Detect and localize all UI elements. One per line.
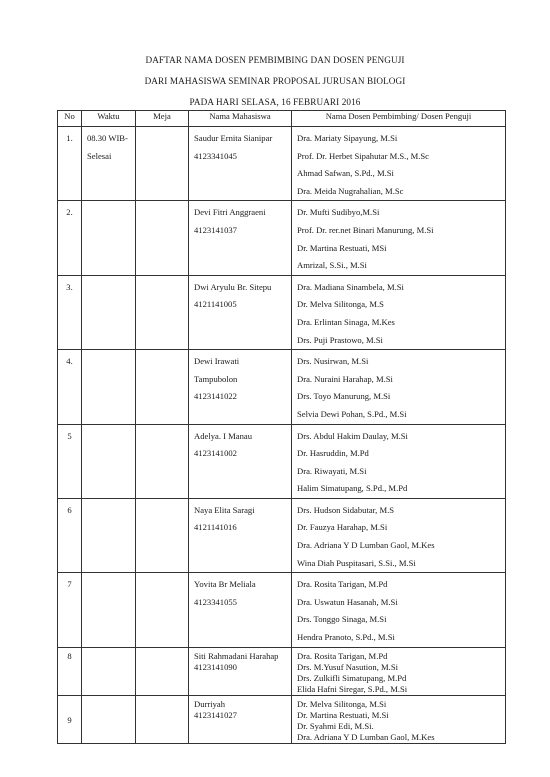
cell-no <box>58 498 82 572</box>
lecturer-name: Drs. Zulkifli Simatupang, M.Pd <box>297 672 407 683</box>
examiner-table <box>57 110 506 744</box>
table-row <box>58 424 506 498</box>
cell-nama-mahasiswa <box>189 647 292 695</box>
lecturer-name: Wina Diah Puspitasari, S.Si., M.Si <box>297 557 416 568</box>
lecturer-name: Hendra Pranoto, S.Pd., M.Si <box>297 632 395 643</box>
lecturer-name: Dra. Meida Nugrahalian, M.Sc <box>297 185 404 196</box>
lecturer-name: Dra. Mariaty Sipayung, M.Si <box>297 133 398 143</box>
cell-meja <box>136 275 189 349</box>
lecturer-name: Dr. Melva Silitonga, M.S <box>297 299 384 310</box>
cell-waktu <box>82 127 136 201</box>
cell-waktu <box>82 350 136 424</box>
cell-waktu <box>82 201 136 275</box>
student-line-2: 4123341055 <box>194 596 237 607</box>
cell-nama-mahasiswa <box>189 498 292 572</box>
cell-dosen <box>292 275 506 349</box>
lecturer-name: Dr. Fauzya Harahap, M.Si <box>297 522 388 533</box>
cell-no <box>58 350 82 424</box>
student-name: Dwi Aryulu Br. Sitepu <box>194 281 272 292</box>
lecturer-name: Elida Hafni Siregar, S.Pd., M.Si <box>297 683 408 694</box>
cell-no <box>58 275 82 349</box>
lecturer-name: Dra. Adriana Y D Lumban Gaol, M.Kes <box>297 540 435 551</box>
cell-dosen <box>292 201 506 275</box>
title-line-3: PADA HARI SELASA, 16 FEBRUARI 2016 <box>189 96 361 107</box>
student-line-2: 4123141002 <box>194 448 237 459</box>
lecturer-name: Dra. Rosita Tarigan, M.Pd <box>297 579 388 590</box>
waktu-line-2: Selesai <box>87 150 112 161</box>
table-header-row <box>58 111 506 127</box>
cell-meja <box>136 201 189 275</box>
lecturer-name: Dr. Syahmi Edi, M.Si. <box>297 720 374 731</box>
student-name: Siti Rahmadani Harahap <box>194 650 279 661</box>
lecturer-name: Drs. M.Yusuf Nasution, M.Si <box>297 661 398 672</box>
lecturer-name: Dra. Uswatun Hasanah, M.Si <box>297 596 398 607</box>
cell-meja <box>136 647 189 695</box>
cell-dosen <box>292 573 506 647</box>
row-number: 5 <box>67 430 72 441</box>
lecturer-name: Drs. Abdul Hakim Daulay, M.Si <box>297 430 408 441</box>
student-line-3: 4123141022 <box>194 391 237 402</box>
lecturer-name: Dra. Nuraini Harahap, M.Si <box>297 373 393 384</box>
table-row <box>58 350 506 424</box>
table-row <box>58 695 506 743</box>
student-name: Naya Elita Saragi <box>194 504 255 515</box>
lecturer-name: Amrizal, S.Si., M.Si <box>297 260 367 271</box>
table-row <box>58 573 506 647</box>
row-number: 6 <box>67 504 72 515</box>
cell-nama-mahasiswa <box>189 573 292 647</box>
row-number: 4. <box>66 356 73 367</box>
lecturer-name: Ahmad Safwan, S.Pd., M.Si <box>297 168 394 179</box>
student-line-2: 4123341045 <box>194 150 237 161</box>
cell-nama-mahasiswa <box>189 275 292 349</box>
lecturer-name: Dra. Madiana Sinambela, M.Si <box>297 281 404 292</box>
cell-dosen <box>292 424 506 498</box>
lecturer-name: Dra. Erlintan Sinaga, M.Kes <box>297 316 395 327</box>
cell-meja <box>136 498 189 572</box>
header-nama-mahasiswa: Nama Mahasiswa <box>189 111 292 127</box>
lecturer-name: Drs. Tonggo Sinaga, M.Si <box>297 614 387 625</box>
lecturer-name: Dra. Rosita Tarigan, M.Pd <box>297 650 388 661</box>
table-row <box>58 647 506 695</box>
cell-waktu <box>82 424 136 498</box>
cell-meja <box>136 127 189 201</box>
cell-meja <box>136 350 189 424</box>
header-nama-dosen: Nama Dosen Pembimbing/ Dosen Penguji <box>292 111 506 127</box>
cell-dosen <box>292 695 506 743</box>
lecturer-name: Dra. Adriana Y D Lumban Gaol, M.Kes <box>297 731 435 742</box>
lecturer-name: Dr. Martina Restuati, MSi <box>297 242 387 253</box>
student-name: Saudur Ernita Sianipar <box>194 133 273 143</box>
cell-meja <box>136 695 189 743</box>
cell-no <box>58 647 82 695</box>
row-number: 8 <box>67 650 72 661</box>
cell-nama-mahasiswa <box>189 350 292 424</box>
document-title <box>0 50 550 112</box>
lecturer-name: Halim Simatupang, S.Pd., M.Pd <box>297 483 408 494</box>
row-number: 3. <box>66 281 73 292</box>
cell-dosen <box>292 127 506 201</box>
cell-dosen <box>292 350 506 424</box>
cell-meja <box>136 573 189 647</box>
header-no: No <box>58 111 82 127</box>
cell-nama-mahasiswa <box>189 201 292 275</box>
header-waktu: Waktu <box>82 111 136 127</box>
lecturer-name: Dr. Melva Silitonga, M.Si <box>297 698 387 709</box>
student-name: Durriyah <box>194 698 226 709</box>
lecturer-name: Dra. Riwayati, M.Si <box>297 465 367 476</box>
title-line-2: DARI MAHASISWA SEMINAR PROPOSAL JURUSAN BIOLOGI <box>144 75 406 86</box>
lecturer-name: Prof. Dr. Herbet Sipahutar M.S., M.Sc <box>297 150 429 161</box>
lecturer-name: Dr. Mufti Sudibyo,M.Si <box>297 207 380 218</box>
cell-dosen <box>292 498 506 572</box>
lecturer-name: Dr. Martina Restuati, M.Si <box>297 709 389 720</box>
student-line-2: Tampubolon <box>194 373 238 384</box>
student-name: Dewi Irawati <box>194 356 240 367</box>
lecturer-name: Dr. Hasruddin, M.Pd <box>297 448 369 459</box>
cell-nama-mahasiswa <box>189 695 292 743</box>
header-meja: Meja <box>136 111 189 127</box>
cell-no <box>58 201 82 275</box>
row-number: 1. <box>66 133 73 143</box>
student-line-2: 4123141027 <box>194 709 237 720</box>
table-row <box>58 127 506 201</box>
cell-nama-mahasiswa <box>189 127 292 201</box>
student-name: Adelya. I Manau <box>194 430 252 441</box>
cell-meja <box>136 424 189 498</box>
lecturer-name: Prof. Dr. rer.net Binari Manurung, M.Si <box>297 224 434 235</box>
cell-waktu <box>82 498 136 572</box>
row-number: 9 <box>67 715 72 726</box>
lecturer-name: Drs. Hudson Sidabutar, M.S <box>297 504 395 515</box>
student-name: Devi Fitri Anggraeni <box>194 207 266 218</box>
student-line-2: 4121141016 <box>194 522 237 533</box>
title-line-1: DAFTAR NAMA DOSEN PEMBIMBING DAN DOSEN PENGUJI <box>145 55 405 65</box>
student-line-2: 4123141090 <box>194 661 237 672</box>
table-row <box>58 498 506 572</box>
cell-waktu <box>82 695 136 743</box>
cell-waktu <box>82 573 136 647</box>
cell-dosen <box>292 647 506 695</box>
lecturer-name: Selvia Dewi Pohan, S.Pd., M.Si <box>297 408 407 419</box>
student-line-2: 4121141005 <box>194 299 237 310</box>
table-row <box>58 275 506 349</box>
cell-nama-mahasiswa <box>189 424 292 498</box>
table-row <box>58 201 506 275</box>
cell-no <box>58 573 82 647</box>
cell-no <box>58 127 82 201</box>
cell-no <box>58 695 82 743</box>
student-name: Yovita Br Meliala <box>194 579 256 590</box>
cell-waktu <box>82 275 136 349</box>
lecturer-name: Drs. Puji Prastowo, M.Si <box>297 334 383 345</box>
waktu-line-1: 08.30 WIB- <box>87 133 128 143</box>
student-line-2: 4123141037 <box>194 224 237 235</box>
lecturer-name: Drs. Nusirwan, M.Si <box>297 356 369 367</box>
row-number: 7 <box>67 579 72 590</box>
row-number: 2. <box>66 207 73 218</box>
cell-no <box>58 424 82 498</box>
cell-waktu <box>82 647 136 695</box>
lecturer-name: Drs. Toyo Manurung, M.Si <box>297 391 391 402</box>
